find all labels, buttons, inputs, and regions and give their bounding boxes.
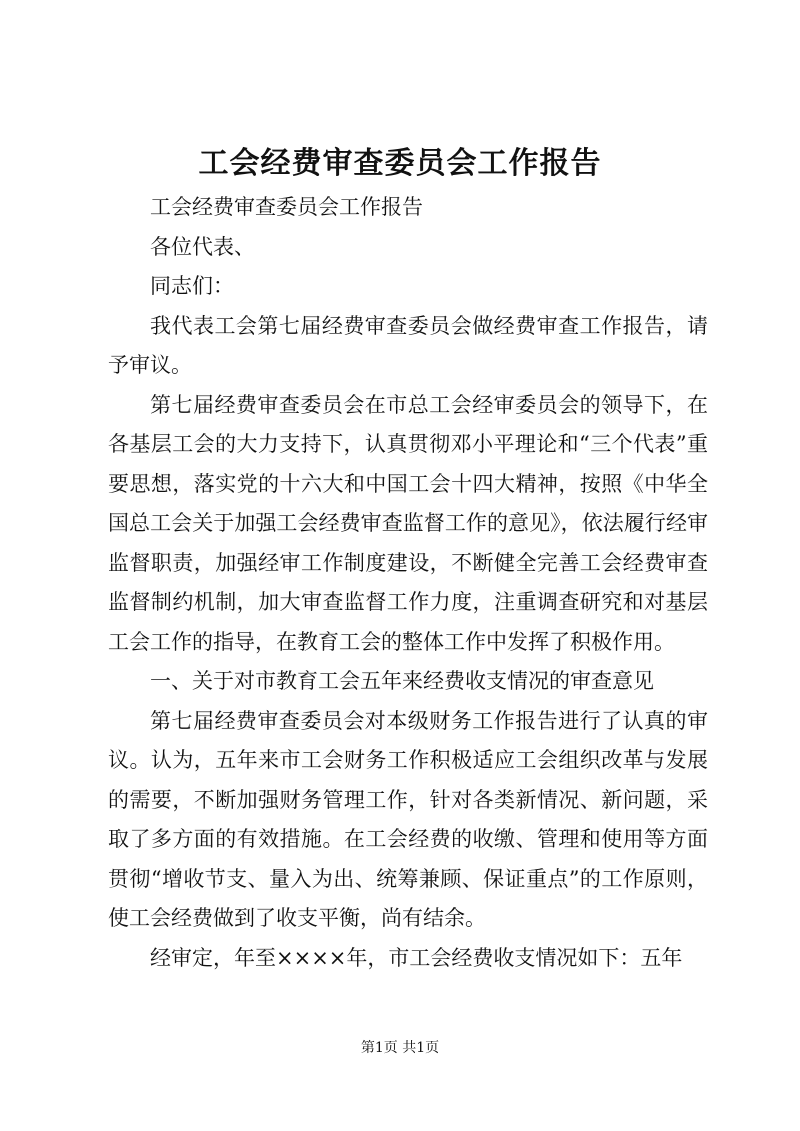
paragraph-overview: 第七届经费审查委员会在市总工会经审委员会的领导下，在各基层工会的大力支持下，认真贯彻邓小平理论和“三个代表”重要思想，落实党的十六大和中国工会十四大精神，按照《中华全国总工会关于加强工会经费审查监督工作的意见》，依法履行经审监督职责，加强经审工作制度建设，不断健全完善工会经费审查监督制约机制，加大审查监督工作力度，注重调查研究和对基层工会工作的指导，在教育工会的整体工作中发挥了积极作用。 [108, 392, 708, 654]
section-heading-1: 一、关于对市教育工会五年来经费收支情况的审查意见 [150, 669, 654, 693]
page-number-footer: 第1页 共1页 [360, 1040, 440, 1056]
paragraph-review: 第七届经费审查委员会对本级财务工作报告进行了认真的审议。认为，五年来市工会财务工作积极适应工会组织改革与发展的需要，不断加强财务管理工作，针对各类新情况、新问题，采取了多方面的有效措施。在工会经费的收缴、管理和使用等方面贯彻“增收节支、量入为出、统筹兼顾、保证重点”的工作原则，使工会经费做到了收支平衡，尚有结余。 [108, 708, 708, 930]
paragraph-subtitle: 工会经费审查委员会工作报告 [150, 195, 423, 219]
paragraph-audit-result: 经审定，年至××××年，市工会经费收支情况如下：五年 [150, 945, 683, 970]
document-title: 工会经费审查委员会工作报告 [198, 146, 602, 181]
paragraph-salutation-delegates: 各位代表、 [150, 234, 255, 259]
paragraph-salutation-comrades: 同志们： [150, 274, 234, 298]
paragraph-intro: 我代表工会第七届经费审查委员会做经费审查工作报告，请予审议。 [108, 313, 708, 377]
document-body [108, 188, 708, 978]
